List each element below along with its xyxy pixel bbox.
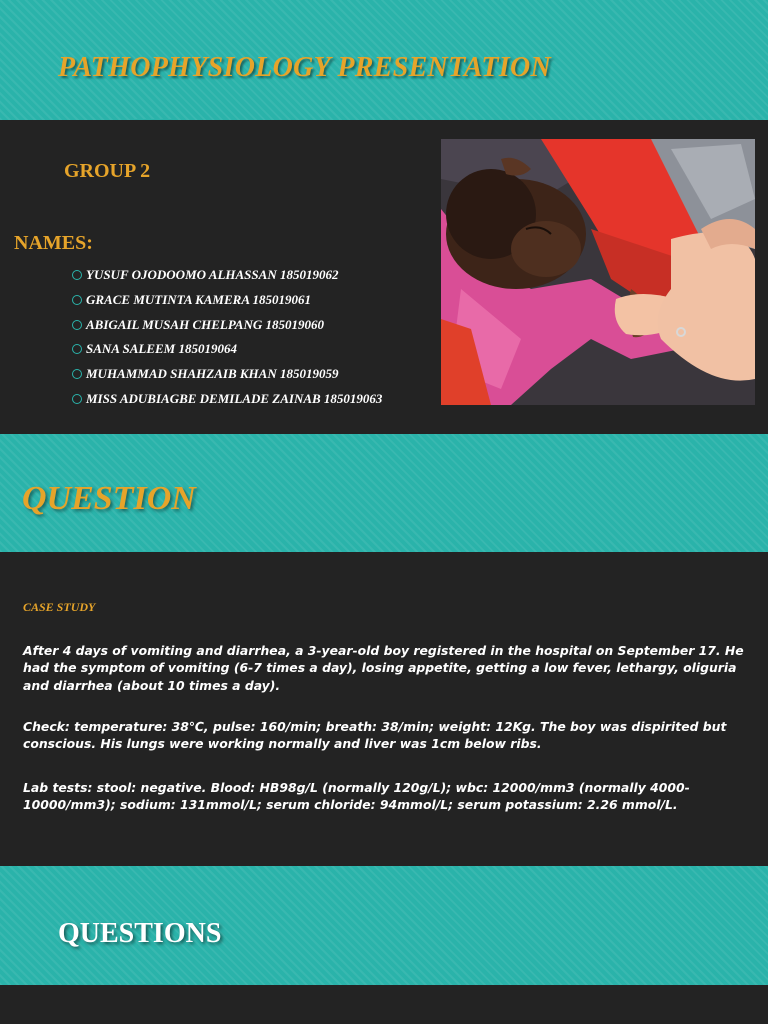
list-item: MISS ADUBIAGBE DEMILADE ZAINAB 185019063 xyxy=(72,386,382,411)
case-paragraph-2: Check: temperature: 38℃, pulse: 160/min; breath: 38/min; weight: 12Kg. The boy was dispirited but conscious. His lungs were working normally and liver was 1cm below ribs. xyxy=(23,719,727,752)
circle-bullet-icon xyxy=(72,394,82,404)
slide2-body xyxy=(0,552,768,866)
list-item: GRACE MUTINTA KAMERA 185019061 xyxy=(72,288,382,313)
circle-bullet-icon xyxy=(72,295,82,305)
names-list xyxy=(72,263,382,411)
circle-bullet-icon xyxy=(72,270,82,280)
case-study-label: CASE STUDY xyxy=(23,600,96,614)
questions-title: QUESTIONS xyxy=(58,918,222,949)
list-item: YUSUF OJODOOMO ALHASSAN 185019062 xyxy=(72,263,382,288)
list-item: SANA SALEEM 185019064 xyxy=(72,337,382,362)
list-item: MUHAMMAD SHAHZAIB KHAN 185019059 xyxy=(72,362,382,387)
slide3-body xyxy=(0,985,768,1024)
patient-photo xyxy=(441,139,755,405)
case-paragraph-3: Lab tests: stool: negative. Blood: HB98g/L (normally 120g/L); wbc: 12000/mm3 (normally 4000-10000/mm3); sodium: 131mmol/L; serum chloride: 94mmol/L; serum potassium: 2.26 mmol/L. xyxy=(23,780,690,813)
case-paragraph-1: After 4 days of vomiting and diarrhea, a 3-year-old boy registered in the hospital on September 17. He had the symptom of vomiting (6-7 times a day), losing appetite, getting a low fever, lethargy, oliguria and diarrhea (about 10 times a day). xyxy=(23,643,744,693)
circle-bullet-icon xyxy=(72,344,82,354)
names-heading: NAMES: xyxy=(14,232,93,254)
group-label: GROUP 2 xyxy=(64,160,151,182)
circle-bullet-icon xyxy=(72,320,82,330)
question-title: QUESTION xyxy=(22,480,196,517)
presentation-title: PATHOPHYSIOLOGY PRESENTATION xyxy=(58,52,551,83)
list-item: ABIGAIL MUSAH CHELPANG 185019060 xyxy=(72,312,382,337)
circle-bullet-icon xyxy=(72,369,82,379)
